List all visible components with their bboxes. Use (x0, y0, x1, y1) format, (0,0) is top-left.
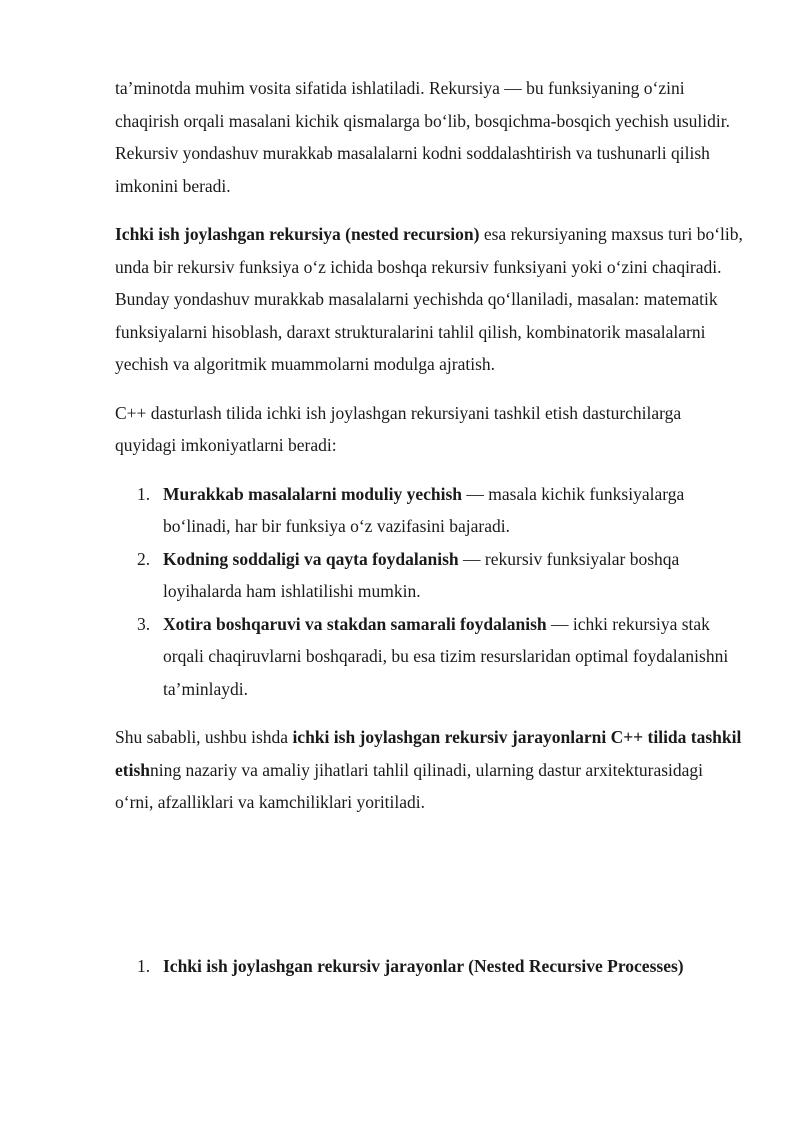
nested-recursion-term: Ichki ish joylashgan rekursiya (nested recursion) (115, 224, 480, 244)
intro-paragraph: ta’minotda muhim vosita sifatida ishlatiladi. Rekursiya — bu funksiyaning o‘zini chaqirish orqali masalani kichik qismalarga bo‘lib, bosqichma-bosqich yechish usulidir. Rekursiv yondashuv murakkab masalalarni kodni soddalashtirish va tushunarli qilish imkonini beradi. (115, 78, 730, 196)
section-title: Ichki ish joylashgan rekursiv jarayonlar (Nested Recursive Processes) (163, 956, 684, 976)
list-item-title: Xotira boshqaruvi va stakdan samarali foydalanish (163, 613, 547, 634)
list-item-title: Kodning soddaligi va qayta foydalanish (163, 548, 459, 569)
nested-recursion-text: esa rekursiyaning maxsus turi bo‘lib, unda bir rekursiv funksiya o‘z ichida boshqa rekursiv funksiyani yoki o‘zini chaqiradi. Bunday yondashuv murakkab masalalarni yechishda qo‘llaniladi, masalan: matematik funksiyalarni hisoblash, daraxt strukturalarini tahlil qilish, kombinatorik masalalarni yechish va algoritmik muammolarni modulga ajratish. (115, 224, 743, 374)
conclusion-paragraph (115, 721, 745, 819)
conclusion-topic: ichki ish joylashgan rekursiv jarayonlarni C++ tilida tashkil etish (115, 727, 742, 780)
document-body (115, 72, 745, 835)
list-item (115, 543, 745, 608)
list-item-text: — ichki rekursiya stak orqali chaqiruvlarni boshqaradi, bu esa tizim resurslaridan optimal foydalanishni ta’minlaydi. (163, 613, 729, 699)
list-number: 2. (137, 548, 151, 569)
conclusion-lead: Shu sababli, ushbu ishda (115, 727, 293, 747)
list-item-title: Murakkab masalalarni moduliy yechish (163, 483, 463, 504)
list-number: 3. (137, 613, 151, 634)
list-item (115, 478, 745, 543)
cpp-intro-paragraph: C++ dasturlash tilida ichki ish joylashgan rekursiyani tashkil etish dasturchilarga quyidagi imkoniyatlarni beradi: (115, 402, 682, 455)
section-number: 1. (137, 956, 151, 976)
list-item (115, 608, 745, 706)
section-heading (115, 950, 745, 983)
list-item-text: — masala kichik funksiyalarga bo‘linadi, har bir funksiya o‘z vazifasini bajaradi. (163, 483, 685, 536)
nested-recursion-paragraph (115, 218, 745, 381)
section-heading-list (115, 950, 745, 983)
list-item-text: — rekursiv funksiyalar boshqa loyihalarda ham ishlatilishi mumkin. (163, 548, 680, 601)
list-number: 1. (137, 483, 151, 504)
benefits-list (115, 478, 745, 706)
conclusion-text: ning nazariy va amaliy jihatlari tahlil qilinadi, ularning dastur arxitekturasidagi o‘rni, afzalliklari va kamchiliklari yoritiladi. (115, 759, 704, 812)
